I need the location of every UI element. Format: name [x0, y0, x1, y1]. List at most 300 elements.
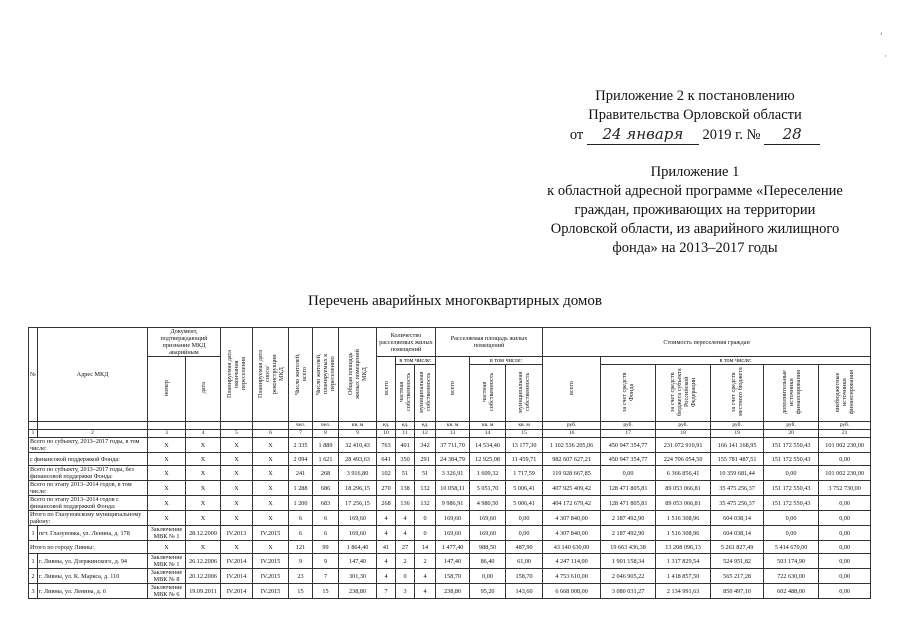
data-cell: 524 951,82: [711, 554, 764, 569]
houses-table: [28, 327, 871, 599]
unit-cell: [29, 422, 38, 430]
unit-cell: ед.: [415, 422, 436, 430]
appendix1-title: Приложение 1: [650, 164, 740, 180]
data-cell: 28.12.2009: [186, 526, 221, 541]
data-cell: 2 335: [289, 438, 313, 453]
data-cell: 565 217,28: [711, 569, 764, 584]
appendix1-line: граждан, проживающих на территории: [574, 202, 816, 218]
appendix1-line: к областной адресной программе «Переселение: [547, 183, 843, 199]
data-cell: 89 053 066,81: [656, 481, 711, 496]
data-cell: X: [221, 496, 253, 511]
data-cell: 166 141 168,95: [711, 438, 764, 453]
data-cell: 350: [396, 453, 415, 466]
table-row-total: [29, 453, 871, 466]
data-cell: 1 516 308,96: [656, 526, 711, 541]
unit-cell: [253, 422, 289, 430]
unit-cell: [221, 422, 253, 430]
data-cell: 404 172 679,42: [543, 496, 601, 511]
data-cell: 0,00: [819, 541, 871, 554]
address-cell: г. Ливны, ул. Ленина, д. 6: [38, 584, 148, 599]
data-cell: 2 187 492,90: [601, 511, 656, 526]
data-cell: 151 172 550,43: [764, 496, 819, 511]
th-cost: Стоимость переселения граждан: [543, 328, 871, 357]
data-cell: Заключение МВК № 6: [148, 584, 186, 599]
data-cell: 0,00: [764, 511, 819, 526]
data-cell: 268: [377, 496, 396, 511]
data-cell: X: [186, 541, 221, 554]
data-cell: X: [186, 511, 221, 526]
unit-cell: [148, 422, 186, 430]
row-label-cell: с финансовой поддержкой Фонда:: [29, 453, 148, 466]
data-cell: X: [148, 453, 186, 466]
data-cell: 1 609,32: [470, 466, 506, 481]
unit-cell: руб.: [764, 422, 819, 430]
table-body: [29, 438, 871, 599]
table-row-house: [29, 569, 871, 584]
data-cell: 301,30: [339, 569, 377, 584]
data-cell: 4: [415, 569, 436, 584]
data-cell: 3: [396, 584, 415, 599]
data-cell: X: [148, 438, 186, 453]
data-cell: 1 102 536 205,06: [543, 438, 601, 453]
data-cell: 101 002 230,00: [819, 466, 871, 481]
data-cell: 28 493,63: [339, 453, 377, 466]
data-cell: 0: [415, 526, 436, 541]
data-cell: X: [221, 453, 253, 466]
data-cell: 0,00: [819, 554, 871, 569]
data-cell: 6: [289, 526, 313, 541]
data-cell: 763: [377, 438, 396, 453]
data-cell: 132: [415, 481, 436, 496]
data-cell: 4: [415, 584, 436, 599]
column-number-cell: 6: [253, 430, 289, 438]
data-cell: IV.2013: [221, 526, 253, 541]
th-no: №: [29, 328, 38, 422]
row-label-cell: Всего по этапу 2013–2014 годов с финансовой поддержкой Фонда:: [29, 496, 148, 511]
column-number-cell: 20: [764, 430, 819, 438]
data-cell: 4 247 114,00: [543, 554, 601, 569]
data-cell: 0,00: [764, 526, 819, 541]
handwritten-date: 24 января: [587, 125, 699, 145]
data-cell: 238,80: [436, 584, 470, 599]
appendix1-line: Орловской области, из аварийного жилищного: [550, 221, 840, 237]
data-cell: IV.2015: [253, 526, 289, 541]
data-cell: 9 986,91: [436, 496, 470, 511]
unit-cell: кв. м: [506, 422, 543, 430]
data-cell: X: [148, 541, 186, 554]
data-cell: 602 488,00: [764, 584, 819, 599]
table-row-total: [29, 541, 871, 554]
data-cell: 0,00: [819, 569, 871, 584]
data-cell: 14: [415, 541, 436, 554]
appendix2-line1: Приложение 2 к постановлению: [595, 88, 795, 104]
data-cell: 982 607 627,21: [543, 453, 601, 466]
data-cell: 158,70: [506, 569, 543, 584]
th-document: Документ, подтверждающий признание МКД аварийным: [148, 328, 221, 357]
th-area-total-resettle: всего: [436, 357, 470, 422]
data-cell: 3 752 730,00: [819, 481, 871, 496]
data-cell: X: [221, 511, 253, 526]
data-cell: 270: [377, 481, 396, 496]
th-rooms: Количество расселяемых жилых помещений: [377, 328, 436, 357]
data-cell: 4 980,50: [470, 496, 506, 511]
data-cell: 1 901 158,34: [601, 554, 656, 569]
data-cell: 3 080 031,27: [601, 584, 656, 599]
th-address: Адрес МКД: [38, 328, 148, 422]
column-number-cell: 19: [711, 430, 764, 438]
data-cell: 401: [396, 438, 415, 453]
data-cell: 1 621: [313, 453, 339, 466]
row-label-cell: Всего по этапу 2013–2014 годов, в том числе:: [29, 481, 148, 496]
appendix2-block: [560, 87, 830, 145]
data-cell: 683: [313, 496, 339, 511]
data-cell: 9: [313, 554, 339, 569]
data-cell: X: [253, 466, 289, 481]
data-cell: 0,00: [506, 511, 543, 526]
data-cell: 3 916,80: [339, 466, 377, 481]
data-cell: Заключение МВК № 1: [148, 526, 186, 541]
table-row-total: [29, 438, 871, 453]
th-area-incl: в том числе:: [470, 357, 543, 365]
data-cell: 20.12.2006: [186, 569, 221, 584]
data-cell: 604 038,14: [711, 526, 764, 541]
data-cell: 101 002 230,00: [819, 438, 871, 453]
column-number-cell: 14: [470, 430, 506, 438]
th-plan-date: Планируемая дата окончания переселения: [221, 328, 253, 422]
table-row-total: [29, 496, 871, 511]
corner-mark: ·: [884, 52, 887, 62]
data-cell: 43 140 630,00: [543, 541, 601, 554]
data-cell: 2: [396, 554, 415, 569]
data-cell: 1 717,59: [506, 466, 543, 481]
data-cell: X: [253, 438, 289, 453]
column-number-cell: 13: [436, 430, 470, 438]
data-cell: 14 534,40: [470, 438, 506, 453]
data-cell: 1 516 308,96: [656, 511, 711, 526]
data-cell: 138: [396, 481, 415, 496]
data-cell: 238,80: [339, 584, 377, 599]
column-number-cell: 3: [148, 430, 186, 438]
row-label-cell: Всего по субъекту, 2013–2017 годы, без финансовой поддержки Фонда:: [29, 466, 148, 481]
data-cell: 407 925 409,42: [543, 481, 601, 496]
th-cost-extra: дополнительные источники финансирования: [764, 365, 819, 422]
handwritten-number: 28: [764, 125, 820, 145]
data-cell: 0,00: [819, 496, 871, 511]
data-cell: 641: [377, 453, 396, 466]
data-cell: 169,60: [339, 511, 377, 526]
data-cell: X: [186, 453, 221, 466]
appendix1-line: фонда» на 2013–2017 годы: [612, 240, 778, 256]
column-number-cell: 5: [221, 430, 253, 438]
data-cell: 450 947 354,77: [601, 438, 656, 453]
th-rooms-municipal: муниципальная собственность: [415, 365, 436, 422]
data-cell: 5 051,70: [470, 481, 506, 496]
unit-cell: ед.: [396, 422, 415, 430]
data-cell: 155 781 487,51: [711, 453, 764, 466]
th-cost-unplanned: внебюджетные источники финансирования: [819, 365, 871, 422]
data-cell: 10 058,11: [436, 481, 470, 496]
data-cell: 4: [377, 554, 396, 569]
data-cell: X: [148, 481, 186, 496]
document-title: Перечень аварийных многоквартирных домов: [308, 293, 602, 309]
address-cell: пгт. Глазуновка, ул. Ленина, д. 178: [38, 526, 148, 541]
data-cell: 102: [377, 466, 396, 481]
data-cell: 158,70: [436, 569, 470, 584]
data-cell: 128 471 805,81: [601, 496, 656, 511]
data-cell: 1 889: [313, 438, 339, 453]
data-cell: 342: [415, 438, 436, 453]
data-cell: 136: [396, 496, 415, 511]
data-cell: 132: [415, 496, 436, 511]
data-cell: 61,00: [506, 554, 543, 569]
column-numbers-row: [29, 430, 871, 438]
data-cell: 1 288: [289, 481, 313, 496]
data-cell: 169,60: [339, 526, 377, 541]
data-cell: 119 928 667,85: [543, 466, 601, 481]
data-cell: 231 072 910,91: [656, 438, 711, 453]
data-cell: 0,00: [764, 466, 819, 481]
data-cell: 4: [377, 569, 396, 584]
data-cell: 32 410,43: [339, 438, 377, 453]
th-area-private: частная собственность: [470, 365, 506, 422]
data-cell: 604 038,14: [711, 511, 764, 526]
data-cell: 0,00: [819, 511, 871, 526]
data-cell: 19 663 436,38: [601, 541, 656, 554]
data-cell: 151 172 550,43: [764, 481, 819, 496]
data-cell: Заключение МВК № 1: [148, 554, 186, 569]
data-cell: 4 307 840,00: [543, 511, 601, 526]
data-cell: 5 006,41: [506, 481, 543, 496]
data-cell: 24 384,79: [436, 453, 470, 466]
data-cell: 147,40: [436, 554, 470, 569]
data-cell: 0,00: [819, 526, 871, 541]
column-number-cell: 21: [819, 430, 871, 438]
unit-cell: чел.: [289, 422, 313, 430]
data-cell: X: [253, 453, 289, 466]
unit-cell: кв. м: [436, 422, 470, 430]
data-cell: 147,40: [339, 554, 377, 569]
data-cell: 4: [396, 526, 415, 541]
table-row-total: [29, 511, 871, 526]
column-number-cell: 17: [601, 430, 656, 438]
data-cell: 18 296,15: [339, 481, 377, 496]
data-cell: 4: [396, 511, 415, 526]
column-number-cell: 15: [506, 430, 543, 438]
data-cell: 4: [377, 526, 396, 541]
data-cell: 268: [313, 466, 339, 481]
th-cost-region: за счет средств бюджета субъекта Российской Федерации: [656, 365, 711, 422]
data-cell: X: [221, 481, 253, 496]
data-cell: IV.2014: [221, 584, 253, 599]
address-cell: г. Ливны, ул. К. Маркса, д. 110: [38, 569, 148, 584]
unit-cell: кв. м: [339, 422, 377, 430]
data-cell: 2 046 905,22: [601, 569, 656, 584]
date-year: 2019 г. №: [702, 127, 761, 143]
data-cell: X: [253, 541, 289, 554]
data-cell: 0,00: [470, 569, 506, 584]
table-row-house: [29, 554, 871, 569]
data-cell: 10 359 681,44: [711, 466, 764, 481]
appendix1-block: [525, 163, 865, 258]
data-cell: 128 471 805,81: [601, 481, 656, 496]
data-cell: 291: [415, 453, 436, 466]
th-area-municipal: муниципальная собственность: [506, 365, 543, 422]
row-number-cell: 2: [29, 569, 38, 584]
unit-cell: руб.: [601, 422, 656, 430]
column-number-cell: 11: [396, 430, 415, 438]
data-cell: IV.2014: [221, 554, 253, 569]
data-cell: X: [221, 541, 253, 554]
data-cell: 15: [289, 584, 313, 599]
data-cell: 0,00: [601, 466, 656, 481]
data-cell: 5 414 670,00: [764, 541, 819, 554]
data-cell: IV.2015: [253, 569, 289, 584]
data-cell: 151 172 550,43: [764, 453, 819, 466]
data-cell: 51: [396, 466, 415, 481]
column-number-cell: 10: [377, 430, 396, 438]
table-row-total: [29, 466, 871, 481]
data-cell: IV.2015: [253, 584, 289, 599]
data-cell: 1 477,40: [436, 541, 470, 554]
column-number-cell: 1: [29, 430, 38, 438]
data-cell: 41: [377, 541, 396, 554]
data-cell: 169,60: [470, 511, 506, 526]
data-cell: IV.2015: [253, 554, 289, 569]
th-cost-local: за счет средств местного бюджета: [711, 365, 764, 422]
data-cell: 6: [313, 511, 339, 526]
data-cell: X: [148, 511, 186, 526]
data-cell: 0: [415, 511, 436, 526]
table-row-total: [29, 481, 871, 496]
th-cost-fund: за счет средств Фонда: [601, 365, 656, 422]
th-rooms-incl: в том числе:: [396, 357, 436, 365]
data-cell: 35 475 256,37: [711, 496, 764, 511]
column-number-cell: 9: [339, 430, 377, 438]
data-cell: 9: [289, 554, 313, 569]
data-cell: X: [253, 511, 289, 526]
table-row-house: [29, 526, 871, 541]
data-cell: X: [221, 438, 253, 453]
data-cell: 7: [377, 584, 396, 599]
unit-cell: ед.: [377, 422, 396, 430]
data-cell: 1 864,40: [339, 541, 377, 554]
th-doc-number: номер: [148, 357, 186, 422]
data-cell: 0,00: [506, 526, 543, 541]
column-number-cell: 12: [415, 430, 436, 438]
data-cell: 5 261 827,49: [711, 541, 764, 554]
data-cell: X: [253, 496, 289, 511]
th-area-resettle: Расселяемая площадь жилых помещений: [436, 328, 543, 357]
th-rooms-private: частная собственность: [396, 365, 415, 422]
th-doc-date: дата: [186, 357, 221, 422]
data-cell: 3 326,91: [436, 466, 470, 481]
table-row-house: [29, 584, 871, 599]
th-area-total: Общая площадь жилых помещений МКД: [339, 328, 377, 422]
row-label-cell: Итого по Глазуновскому муниципальному району:: [29, 511, 148, 526]
data-cell: Заключение МВК № 8: [148, 569, 186, 584]
unit-cell: [38, 422, 148, 430]
unit-cell: руб.: [656, 422, 711, 430]
data-cell: 27: [396, 541, 415, 554]
column-number-cell: 2: [38, 430, 148, 438]
data-cell: X: [186, 496, 221, 511]
data-cell: 51: [415, 466, 436, 481]
data-cell: 13 177,30: [506, 438, 543, 453]
corner-mark: ': [880, 32, 883, 42]
row-label-cell: Всего по субъекту, 2013–2017 годы, в том числе:: [29, 438, 148, 453]
data-cell: 850 497,10: [711, 584, 764, 599]
data-cell: 6 366 856,41: [656, 466, 711, 481]
data-cell: 0,00: [819, 584, 871, 599]
th-cost-incl: в том числе:: [601, 357, 871, 365]
data-cell: 86,40: [470, 554, 506, 569]
data-cell: X: [148, 466, 186, 481]
address-cell: г. Ливны, ул. Дзержинского, д. 94: [38, 554, 148, 569]
data-cell: X: [221, 466, 253, 481]
data-cell: 686: [313, 481, 339, 496]
unit-cell: кв. м: [470, 422, 506, 430]
row-number-cell: 3: [29, 584, 38, 599]
data-cell: 151 172 550,43: [764, 438, 819, 453]
data-cell: 169,60: [436, 526, 470, 541]
unit-cell: руб.: [543, 422, 601, 430]
units-row: [29, 422, 871, 430]
column-number-cell: 18: [656, 430, 711, 438]
data-cell: 13 208 096,13: [656, 541, 711, 554]
th-residents: Число жителей, всего: [289, 328, 313, 422]
data-cell: 722 630,00: [764, 569, 819, 584]
data-cell: IV.2014: [221, 569, 253, 584]
data-cell: 0,00: [819, 453, 871, 466]
data-cell: 15: [313, 584, 339, 599]
appendix2-line2: Правительства Орловской области: [588, 107, 802, 123]
data-cell: 169,60: [436, 511, 470, 526]
data-cell: 23: [289, 569, 313, 584]
data-cell: 2 134 991,63: [656, 584, 711, 599]
data-cell: 2: [415, 554, 436, 569]
data-cell: 17 256,15: [339, 496, 377, 511]
data-cell: 450 947 354,77: [601, 453, 656, 466]
data-cell: 6 668 008,00: [543, 584, 601, 599]
data-cell: 503 174,90: [764, 554, 819, 569]
data-cell: 2 094: [289, 453, 313, 466]
date-prefix: от: [569, 127, 584, 143]
data-cell: 0: [396, 569, 415, 584]
data-cell: 2 187 492,90: [601, 526, 656, 541]
unit-cell: руб.: [819, 422, 871, 430]
data-cell: 1 418 857,50: [656, 569, 711, 584]
unit-cell: руб.: [711, 422, 764, 430]
data-cell: 4 753 610,00: [543, 569, 601, 584]
data-cell: X: [186, 438, 221, 453]
data-cell: X: [186, 481, 221, 496]
data-cell: 95,20: [470, 584, 506, 599]
data-cell: 143,60: [506, 584, 543, 599]
data-cell: 4 307 840,00: [543, 526, 601, 541]
data-cell: 12 925,08: [470, 453, 506, 466]
column-number-cell: 16: [543, 430, 601, 438]
row-label-cell: Итого по городу Ливны:: [29, 541, 148, 554]
th-rooms-total: всего: [377, 357, 396, 422]
column-number-cell: 8: [313, 430, 339, 438]
data-cell: 99: [313, 541, 339, 554]
unit-cell: чел.: [313, 422, 339, 430]
data-cell: 224 706 054,50: [656, 453, 711, 466]
data-cell: 89 053 066,81: [656, 496, 711, 511]
data-cell: 11 459,71: [506, 453, 543, 466]
column-number-cell: 7: [289, 430, 313, 438]
data-cell: X: [253, 481, 289, 496]
